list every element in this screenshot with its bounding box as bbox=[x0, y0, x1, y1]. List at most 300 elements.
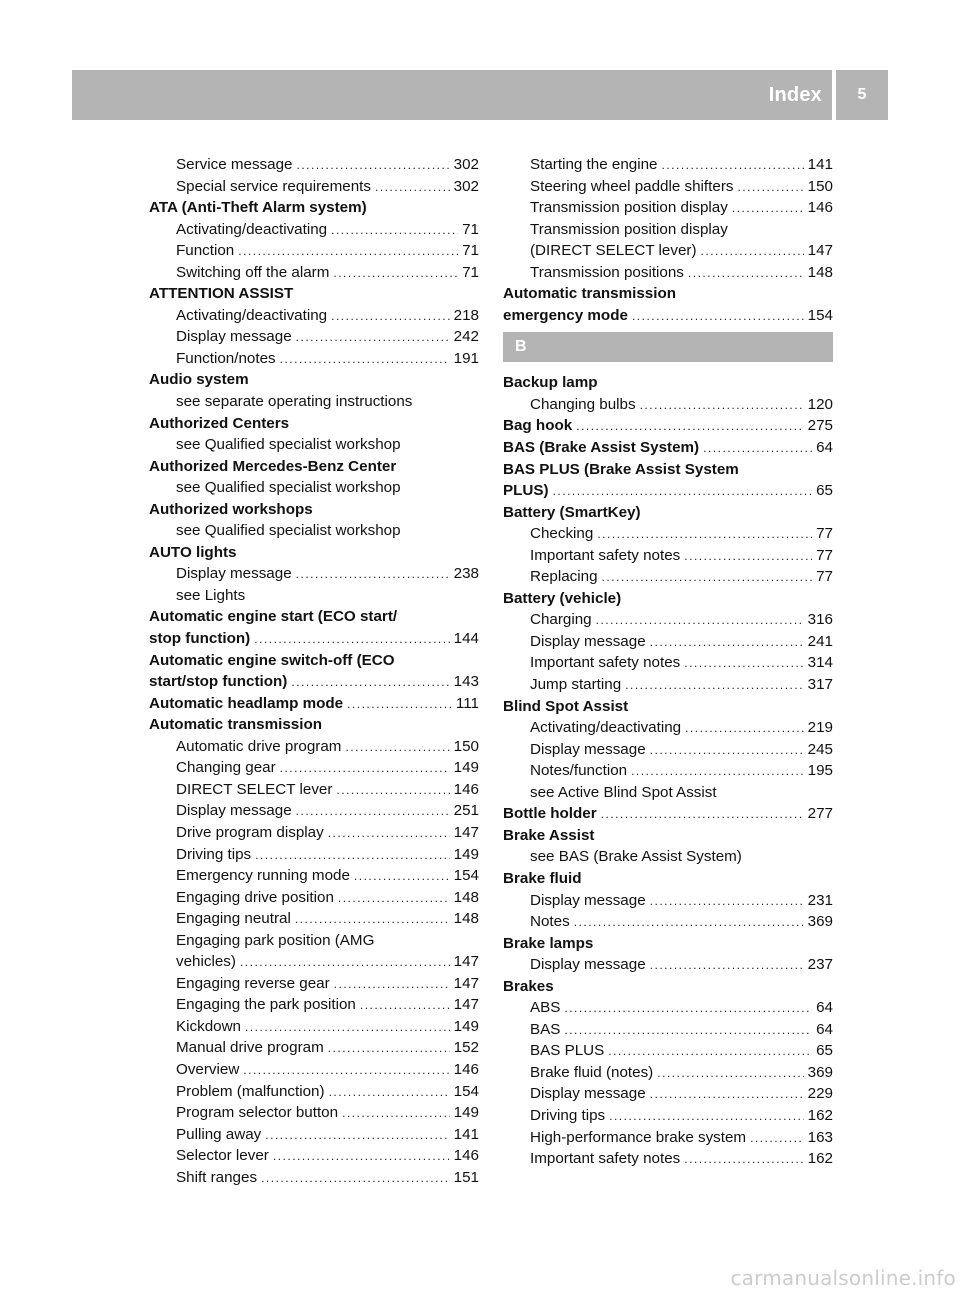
entry-page-number: 146 bbox=[453, 780, 479, 798]
index-subentry bbox=[149, 585, 479, 607]
leader-dots bbox=[296, 801, 450, 822]
page-title: Index bbox=[768, 84, 822, 106]
index-subentry bbox=[149, 1081, 479, 1103]
leader-dots bbox=[329, 1082, 450, 1103]
entry-page-number: 231 bbox=[807, 891, 833, 909]
entry-label: Brake fluid bbox=[503, 869, 582, 887]
index-subentry bbox=[149, 326, 479, 348]
index-entry bbox=[503, 459, 833, 481]
entry-label: Battery (vehicle) bbox=[503, 589, 622, 607]
entry-page-number: 251 bbox=[453, 802, 479, 820]
entry-label: Engaging park position (AMG bbox=[176, 931, 375, 949]
entry-page-number: 277 bbox=[807, 805, 833, 823]
leader-dots bbox=[280, 758, 450, 779]
leader-dots bbox=[360, 995, 450, 1016]
entry-label: BAS (Brake Assist System) bbox=[503, 439, 700, 457]
leader-dots bbox=[331, 306, 450, 327]
watermark-text: carmanualsonline.info bbox=[730, 1266, 956, 1290]
index-subentry bbox=[503, 997, 833, 1019]
leader-dots bbox=[295, 909, 450, 930]
entry-label: Display message bbox=[530, 891, 646, 909]
entry-label: Important safety notes bbox=[530, 1150, 681, 1168]
index-subentry bbox=[149, 154, 479, 176]
index-subentry bbox=[503, 197, 833, 219]
leader-dots bbox=[608, 1041, 812, 1062]
index-entry bbox=[503, 305, 833, 327]
index-entry bbox=[503, 825, 833, 847]
entry-label: see Qualified specialist workshop bbox=[176, 522, 401, 540]
index-subentry bbox=[503, 154, 833, 176]
index-entry bbox=[149, 628, 479, 650]
index-subentry bbox=[149, 800, 479, 822]
entry-label: Program selector button bbox=[176, 1104, 339, 1122]
entry-page-number: 316 bbox=[807, 611, 833, 629]
entry-page-number: 143 bbox=[453, 673, 479, 691]
index-subentry bbox=[149, 951, 479, 973]
entry-label: Driving tips bbox=[530, 1106, 606, 1124]
index-subentry bbox=[149, 994, 479, 1016]
entry-page-number: 150 bbox=[453, 737, 479, 755]
index-subentry bbox=[149, 477, 479, 499]
entry-page-number: 218 bbox=[453, 306, 479, 324]
page-number: 5 bbox=[857, 86, 867, 103]
leader-dots bbox=[650, 891, 804, 912]
index-subentry bbox=[503, 954, 833, 976]
entry-page-number: 219 bbox=[807, 719, 833, 737]
entry-label: Problem (malfunction) bbox=[176, 1082, 325, 1100]
entry-label: BAS PLUS (Brake Assist System bbox=[503, 460, 739, 478]
index-entry bbox=[149, 671, 479, 693]
entry-label: see Lights bbox=[176, 586, 246, 604]
leader-dots bbox=[602, 567, 813, 588]
index-entry bbox=[503, 283, 833, 305]
index-entry bbox=[503, 437, 833, 459]
leader-dots bbox=[375, 177, 450, 198]
entry-label: Display message bbox=[530, 632, 646, 650]
leader-dots bbox=[338, 888, 450, 909]
entry-label: Brake lamps bbox=[503, 934, 594, 952]
entry-label: Changing bulbs bbox=[530, 395, 636, 413]
entry-label: Service message bbox=[176, 156, 293, 173]
leader-dots bbox=[662, 155, 804, 176]
leader-dots bbox=[684, 653, 803, 674]
index-subentry bbox=[149, 1167, 479, 1189]
leader-dots bbox=[632, 306, 804, 327]
entry-page-number: 149 bbox=[453, 1017, 479, 1035]
leader-dots bbox=[297, 155, 450, 176]
index-subentry bbox=[149, 844, 479, 866]
leader-dots bbox=[354, 866, 450, 887]
entry-label: Activating/deactivating bbox=[530, 719, 682, 737]
entry-page-number: 275 bbox=[807, 417, 833, 435]
index-subentry bbox=[503, 652, 833, 674]
entry-page-number: 71 bbox=[462, 263, 479, 281]
leader-dots bbox=[597, 524, 812, 545]
leader-dots bbox=[688, 263, 804, 284]
leader-dots bbox=[254, 629, 449, 650]
leader-dots bbox=[650, 740, 804, 761]
entry-label: Bottle holder bbox=[503, 805, 597, 823]
index-subentry bbox=[149, 1016, 479, 1038]
index-subentry bbox=[503, 176, 833, 198]
entry-label: Selector lever bbox=[176, 1147, 269, 1165]
index-subentry bbox=[503, 717, 833, 739]
entry-label: Changing gear bbox=[176, 759, 276, 777]
entry-page-number: 242 bbox=[453, 328, 479, 346]
index-subentry bbox=[149, 887, 479, 909]
index-entry bbox=[149, 650, 479, 672]
entry-page-number: 77 bbox=[816, 568, 833, 586]
entry-page-number: 77 bbox=[816, 546, 833, 564]
index-subentry bbox=[149, 779, 479, 801]
index-subentry bbox=[149, 1145, 479, 1167]
index-subentry bbox=[149, 219, 479, 241]
entry-page-number: 64 bbox=[816, 1020, 833, 1038]
index-subentry bbox=[149, 348, 479, 370]
leader-dots bbox=[328, 1038, 450, 1059]
leader-dots bbox=[265, 1125, 449, 1146]
entry-label: Driving tips bbox=[176, 845, 252, 863]
entry-label: see BAS (Brake Assist System) bbox=[530, 848, 742, 866]
entry-label: see separate operating instructions bbox=[176, 393, 413, 411]
leader-dots bbox=[684, 546, 812, 567]
entry-label: Automatic drive program bbox=[176, 737, 342, 755]
entry-label: Starting the engine bbox=[530, 156, 658, 173]
entry-page-number: 152 bbox=[453, 1039, 479, 1057]
leader-dots bbox=[737, 177, 803, 198]
section-header: B bbox=[503, 332, 833, 362]
entry-label: Replacing bbox=[530, 568, 598, 586]
entry-label: Display message bbox=[530, 740, 646, 758]
entry-page-number: 241 bbox=[807, 632, 833, 650]
leader-dots bbox=[328, 823, 450, 844]
index-subentry bbox=[503, 1148, 833, 1170]
index-entry bbox=[149, 542, 479, 564]
entry-page-number: 65 bbox=[816, 1042, 833, 1060]
index-subentry bbox=[503, 1040, 833, 1062]
entry-label: see Qualified specialist workshop bbox=[176, 479, 401, 497]
leader-dots bbox=[333, 263, 458, 284]
leader-dots bbox=[273, 1146, 450, 1167]
index-entry bbox=[503, 372, 833, 394]
leader-dots bbox=[732, 198, 804, 219]
leader-dots bbox=[596, 610, 804, 631]
entry-label: ATTENTION ASSIST bbox=[149, 285, 294, 303]
index-subentry bbox=[503, 566, 833, 588]
index-entry bbox=[149, 499, 479, 521]
entry-label: Display message bbox=[530, 1085, 646, 1103]
leader-dots bbox=[574, 912, 804, 933]
entry-label: Brake fluid (notes) bbox=[530, 1063, 654, 1081]
index-subentry bbox=[149, 865, 479, 887]
entry-label: Automatic transmission bbox=[503, 285, 677, 303]
entry-label: Engaging neutral bbox=[176, 910, 291, 928]
entry-label: stop function) bbox=[149, 630, 251, 648]
leader-dots bbox=[657, 1063, 803, 1084]
index-subentry bbox=[503, 739, 833, 761]
leader-dots bbox=[243, 1060, 449, 1081]
leader-dots bbox=[296, 564, 450, 585]
entry-page-number: 149 bbox=[453, 845, 479, 863]
entry-label: Transmission position display bbox=[530, 199, 728, 217]
entry-label: Brake Assist bbox=[503, 826, 595, 844]
index-subentry bbox=[503, 545, 833, 567]
entry-page-number: 229 bbox=[807, 1085, 833, 1103]
entry-label: see Active Blind Spot Assist bbox=[530, 783, 717, 801]
index-subentry bbox=[149, 434, 479, 456]
entry-label: ABS bbox=[530, 999, 561, 1017]
index-entry bbox=[503, 415, 833, 437]
entry-page-number: 141 bbox=[807, 156, 833, 173]
leader-dots bbox=[564, 998, 812, 1019]
entry-label: Drive program display bbox=[176, 823, 324, 841]
entry-label: Shift ranges bbox=[176, 1168, 258, 1186]
entry-page-number: 149 bbox=[453, 759, 479, 777]
index-subentry bbox=[503, 1019, 833, 1041]
leader-dots bbox=[255, 845, 450, 866]
index-subentry bbox=[503, 219, 833, 241]
entry-page-number: 163 bbox=[807, 1128, 833, 1146]
index-subentry bbox=[149, 240, 479, 262]
entry-label: Authorized workshops bbox=[149, 500, 313, 518]
entry-label: Battery (SmartKey) bbox=[503, 503, 641, 521]
index-subentry bbox=[149, 973, 479, 995]
leader-dots bbox=[280, 349, 450, 370]
entry-page-number: 147 bbox=[453, 953, 479, 971]
leader-dots bbox=[336, 780, 449, 801]
entry-label: Function/notes bbox=[176, 349, 276, 367]
entry-page-number: 154 bbox=[453, 867, 479, 885]
index-subentry bbox=[503, 394, 833, 416]
entry-page-number: 317 bbox=[807, 676, 833, 694]
index-subentry bbox=[149, 520, 479, 542]
leader-dots bbox=[685, 718, 804, 739]
entry-label: see Qualified specialist workshop bbox=[176, 436, 401, 454]
leader-dots bbox=[640, 395, 804, 416]
index-entry bbox=[149, 456, 479, 478]
index-subentry bbox=[149, 563, 479, 585]
entry-label: Blind Spot Assist bbox=[503, 697, 629, 715]
index-entry bbox=[503, 803, 833, 825]
entry-label: Steering wheel paddle shifters bbox=[530, 177, 734, 195]
index-subentry bbox=[503, 1127, 833, 1149]
entry-label: Display message bbox=[176, 565, 292, 583]
index-subentry bbox=[149, 822, 479, 844]
leader-dots bbox=[240, 952, 450, 973]
entry-page-number: 154 bbox=[807, 306, 833, 324]
entry-label: Automatic headlamp mode bbox=[149, 694, 344, 712]
entry-page-number: 147 bbox=[453, 974, 479, 992]
index-entry bbox=[149, 413, 479, 435]
leader-dots bbox=[334, 974, 450, 995]
entry-label: Display message bbox=[176, 328, 292, 346]
leader-dots bbox=[564, 1020, 812, 1041]
entry-page-number: 245 bbox=[807, 740, 833, 758]
entry-page-number: 120 bbox=[807, 395, 833, 413]
entry-page-number: 71 bbox=[462, 242, 479, 260]
entry-label: Automatic transmission bbox=[149, 716, 323, 734]
index-subentry bbox=[149, 391, 479, 413]
index-entry bbox=[503, 502, 833, 524]
index-subentry bbox=[503, 523, 833, 545]
leader-dots bbox=[238, 241, 458, 262]
index-entry bbox=[503, 480, 833, 502]
entry-label: DIRECT SELECT lever bbox=[176, 780, 333, 798]
entry-label: Checking bbox=[530, 525, 594, 543]
entry-label: start/stop function) bbox=[149, 673, 288, 691]
entry-page-number: 191 bbox=[453, 349, 479, 367]
leader-dots bbox=[703, 438, 812, 459]
entry-label: Audio system bbox=[149, 371, 249, 389]
entry-label: Jump starting bbox=[530, 676, 622, 694]
index-entry bbox=[149, 197, 479, 219]
index-entry bbox=[503, 976, 833, 998]
leader-dots bbox=[342, 1103, 450, 1124]
index-subentry bbox=[503, 890, 833, 912]
index-entry bbox=[149, 714, 479, 736]
entry-label: Charging bbox=[530, 611, 592, 629]
entry-label: Authorized Centers bbox=[149, 414, 290, 432]
entry-label: Notes bbox=[530, 913, 570, 931]
index-entry bbox=[503, 588, 833, 610]
index-subentry bbox=[149, 908, 479, 930]
index-entry bbox=[149, 606, 479, 628]
leader-dots bbox=[684, 1149, 803, 1170]
entry-page-number: 151 bbox=[453, 1168, 479, 1186]
entry-label: Authorized Mercedes-Benz Center bbox=[149, 457, 397, 475]
entry-page-number: 148 bbox=[453, 910, 479, 928]
index-entry bbox=[503, 868, 833, 890]
entry-label: emergency mode bbox=[503, 306, 628, 324]
entry-label: Activating/deactivating bbox=[176, 306, 328, 324]
index-entry bbox=[149, 283, 479, 305]
entry-page-number: 314 bbox=[807, 654, 833, 672]
entry-label: Backup lamp bbox=[503, 374, 598, 392]
entry-page-number: 154 bbox=[453, 1082, 479, 1100]
leader-dots bbox=[576, 416, 803, 437]
entry-page-number: 141 bbox=[453, 1125, 479, 1143]
leader-dots bbox=[296, 327, 450, 348]
leader-dots bbox=[631, 761, 804, 782]
entry-label: (DIRECT SELECT lever) bbox=[530, 242, 697, 260]
entry-label: Emergency running mode bbox=[176, 867, 350, 885]
entry-label: Automatic engine start (ECO start/ bbox=[149, 608, 398, 626]
entry-page-number: 147 bbox=[807, 242, 833, 260]
index-column-left bbox=[149, 154, 479, 1188]
entry-page-number: 144 bbox=[453, 630, 479, 648]
entry-page-number: 147 bbox=[453, 996, 479, 1014]
entry-page-number: 146 bbox=[807, 199, 833, 217]
entry-label: BAS PLUS bbox=[530, 1042, 605, 1060]
entry-label: High-performance brake system bbox=[530, 1128, 747, 1146]
entry-label: BAS bbox=[530, 1020, 561, 1038]
leader-dots bbox=[245, 1017, 450, 1038]
index-subentry bbox=[503, 911, 833, 933]
entry-page-number: 149 bbox=[453, 1104, 479, 1122]
entry-label: Transmission position display bbox=[530, 220, 728, 238]
entry-page-number: 369 bbox=[807, 1063, 833, 1081]
leader-dots bbox=[750, 1128, 804, 1149]
entry-label: Important safety notes bbox=[530, 654, 681, 672]
entry-page-number: 238 bbox=[453, 565, 479, 583]
entry-label: Display message bbox=[176, 802, 292, 820]
index-subentry bbox=[149, 930, 479, 952]
leader-dots bbox=[701, 241, 804, 262]
leader-dots bbox=[650, 632, 804, 653]
index-subentry bbox=[149, 1037, 479, 1059]
index-subentry bbox=[503, 609, 833, 631]
entry-page-number: 302 bbox=[453, 177, 479, 195]
entry-label: ATA (Anti-Theft Alarm system) bbox=[149, 199, 367, 217]
entry-label: Kickdown bbox=[176, 1017, 241, 1035]
entry-label: vehicles) bbox=[176, 953, 236, 971]
entry-label: Switching off the alarm bbox=[176, 263, 330, 281]
index-subentry bbox=[149, 1124, 479, 1146]
index-subentry bbox=[503, 631, 833, 653]
index-subentry bbox=[149, 176, 479, 198]
entry-page-number: 64 bbox=[816, 999, 833, 1017]
leader-dots bbox=[331, 220, 458, 241]
entry-label: Activating/deactivating bbox=[176, 220, 328, 238]
entry-page-number: 147 bbox=[453, 823, 479, 841]
entry-page-number: 146 bbox=[453, 1060, 479, 1078]
leader-dots bbox=[261, 1168, 450, 1189]
entry-label: Brakes bbox=[503, 977, 554, 995]
entry-label: Pulling away bbox=[176, 1125, 262, 1143]
entry-page-number: 369 bbox=[807, 913, 833, 931]
index-subentry bbox=[503, 240, 833, 262]
index-entry bbox=[149, 369, 479, 391]
entry-label: Manual drive program bbox=[176, 1039, 324, 1057]
index-subentry bbox=[503, 782, 833, 804]
entry-page-number: 237 bbox=[807, 956, 833, 974]
entry-page-number: 77 bbox=[816, 525, 833, 543]
entry-label: Automatic engine switch-off (ECO bbox=[149, 651, 395, 669]
entry-page-number: 150 bbox=[807, 177, 833, 195]
leader-dots bbox=[609, 1106, 804, 1127]
entry-page-number: 148 bbox=[453, 888, 479, 906]
index-subentry bbox=[503, 674, 833, 696]
index-subentry bbox=[503, 1105, 833, 1127]
leader-dots bbox=[650, 955, 804, 976]
entry-page-number: 195 bbox=[807, 762, 833, 780]
index-subentry bbox=[149, 1102, 479, 1124]
entry-label: PLUS) bbox=[503, 482, 549, 500]
entry-label: Overview bbox=[176, 1060, 240, 1078]
leader-dots bbox=[347, 694, 452, 715]
index-subentry bbox=[149, 305, 479, 327]
entry-page-number: 65 bbox=[816, 482, 833, 500]
entry-page-number: 302 bbox=[453, 156, 479, 173]
index-subentry bbox=[503, 1062, 833, 1084]
index-subentry bbox=[149, 757, 479, 779]
leader-dots bbox=[345, 737, 449, 758]
entry-label: Bag hook bbox=[503, 417, 573, 435]
leader-dots bbox=[553, 481, 813, 502]
index-entry bbox=[503, 696, 833, 718]
index-entry bbox=[503, 933, 833, 955]
entry-page-number: 64 bbox=[816, 439, 833, 457]
entry-label: Transmission positions bbox=[530, 263, 684, 281]
index-column-right bbox=[503, 154, 833, 1170]
entry-label: AUTO lights bbox=[149, 543, 237, 561]
index-subentry bbox=[149, 1059, 479, 1081]
index-subentry bbox=[503, 846, 833, 868]
index-entry bbox=[149, 693, 479, 715]
entry-page-number: 162 bbox=[807, 1150, 833, 1168]
entry-page-number: 162 bbox=[807, 1106, 833, 1124]
entry-label: Important safety notes bbox=[530, 546, 681, 564]
